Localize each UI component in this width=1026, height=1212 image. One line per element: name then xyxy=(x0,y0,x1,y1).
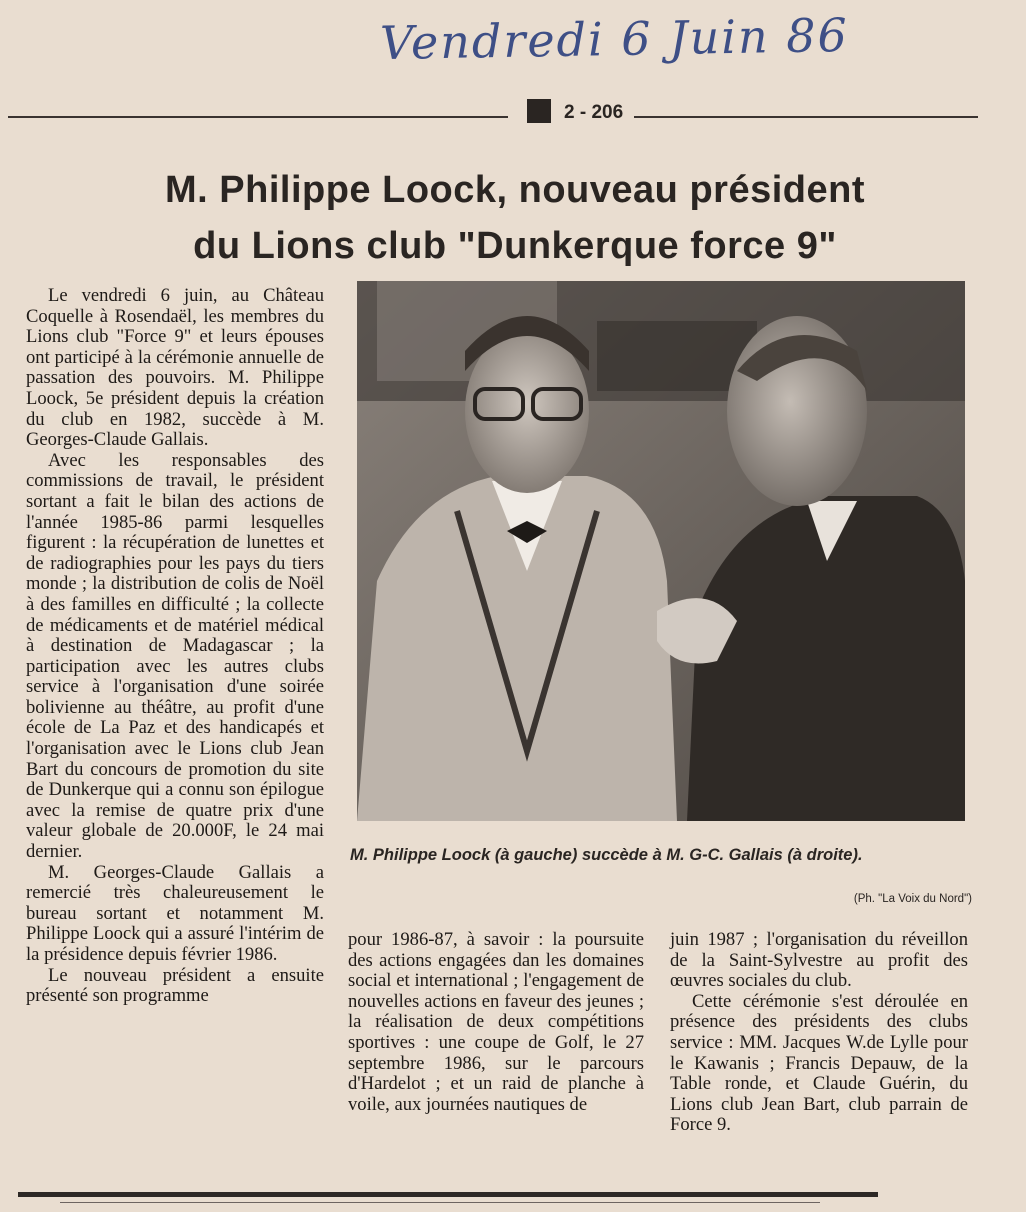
footer-rule xyxy=(18,1192,878,1197)
article-column-2 xyxy=(348,930,644,1115)
paragraph: Le vendredi 6 juin, au Château Coquelle à Rosendaël, les membres du Lions club "Force 9" et leurs épouses ont participé à la cérémonie annuelle de passation des pouvoirs. M. Philippe Loock, 5e président depuis la création du club en 1982, succède à M. Georges-Claude Gallais. xyxy=(26,285,324,451)
paragraph: Cette cérémonie s'est déroulée en présence des présidents des clubs service : MM. Jacques W.de Lylle pour le Kawanis ; Francis Depauw, de la Table ronde, et Claude Guérin, du Lions club Jean Bart, club parrain de Force 9. xyxy=(670,990,968,1136)
footer-rule-thin xyxy=(60,1202,820,1203)
article-photo xyxy=(357,281,965,821)
paragraph: pour 1986-87, à savoir : la poursuite des actions engagées dan les domaines social et international ; l'engagement de nouvelles actions en faveur des jeunes ; la réalisation de deux compétitions sportives : une coupe de Golf, le 27 septembre 1986, sur le parcours d'Hardelot ; et un raid de planche à voile, aux journées nautiques de xyxy=(348,929,644,1115)
paragraph: Le nouveau président a ensuite présenté son programme xyxy=(26,964,324,1007)
header-rule-right xyxy=(634,116,978,118)
paragraph: Avec les responsables des commissions de travail, le président sortant a fait le bilan des actions de l'année 1985-86 parmi lesquelles figurent : la récupération de lunettes et de radiographies pour les pays du tiers monde ; la distribution de colis de Noël à des familles en difficulté ; la collecte de médicaments et de matériel médical à destination de Madagascar ; la participation avec les autres clubs service à l'organisation d'une soirée bolivienne au théâtre, au profit d'une école de La Paz et des handicapés et l'organisation avec le Lions club Jean Bart du concours de promotion du site de Dunkerque qui a connu son épilogue avec la remise de quatre prix d'une valeur globale de 20.000F, le 24 mai dernier. xyxy=(26,449,324,863)
handwritten-date: Vendredi 6 Juin 86 xyxy=(379,7,850,71)
page-number: 2 - 206 xyxy=(564,102,624,123)
article-column-3 xyxy=(670,930,968,1136)
headline-line-1: M. Philippe Loock, nouveau président xyxy=(165,169,865,211)
photo-credit: (Ph. "La Voix du Nord") xyxy=(853,893,972,905)
paragraph: M. Georges-Claude Gallais a remercié très chaleureusement le bureau sortant et notamment M. Philippe Loock qui a assuré l'intérim de la présidence depuis février 1986. xyxy=(26,861,324,965)
photo-caption: M. Philippe Loock (à gauche) succède à M. G-C. Gallais (à droite). xyxy=(350,846,863,864)
headline-line-2: du Lions club "Dunkerque force 9" xyxy=(193,225,837,267)
section-marker xyxy=(527,99,551,123)
header-rule-left xyxy=(8,116,508,118)
photo-illustration xyxy=(357,281,965,821)
article-headline xyxy=(20,162,1010,274)
paragraph: juin 1987 ; l'organisation du réveillon de la Saint-Sylvestre au profit des œuvres sociales du club. xyxy=(670,929,968,992)
article-column-1 xyxy=(26,286,324,1007)
